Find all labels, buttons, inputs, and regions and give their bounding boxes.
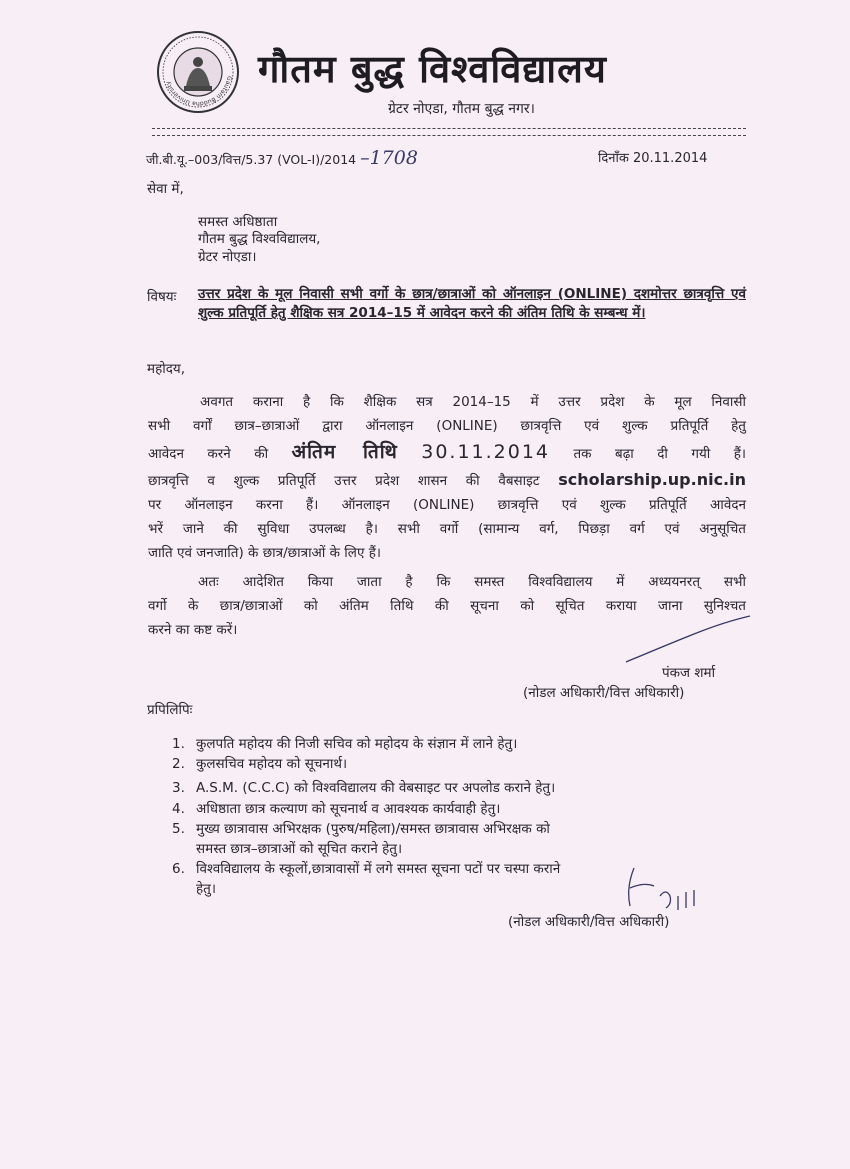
list-item: 4. अधिष्ठाता छात्र कल्याण को सूचनार्थ व आवश्यक कार्यवाही हेतु।	[172, 801, 501, 817]
initials-signature	[620, 866, 708, 914]
university-address: ग्रेटर नोएडा, गौतम बुद्ध नगर।	[388, 101, 535, 117]
header-divider-2	[152, 135, 746, 136]
deadline-trail-text: तक बढ़ा दी गयी हैं।	[573, 446, 747, 462]
addressee-line-1: समस्त अधिष्ठाता	[198, 214, 278, 230]
paragraph-2-line-4: जाति एवं जनजाति) के छात्र/छात्राओं के लिए हैं।	[148, 545, 381, 561]
paragraph-3-line-2: वर्गो के छात्र/छात्राओं को अंतिम तिथि की सूचना को सूचित कराया जाना सुनिश्चत	[148, 598, 746, 614]
deadline-date: 30.11.2014	[421, 441, 551, 463]
paragraph-1	[148, 390, 746, 468]
scholarship-website: scholarship.up.nic.in	[558, 470, 747, 489]
paragraph-2-line-2: पर ऑनलाइन करना हैं। ऑनलाइन (ONLINE) छात्रवृत्ति एवं शुल्क प्रतिपूर्ति आवेदन	[148, 497, 746, 513]
list-item: 5. मुख्य छात्रावास अभिरक्षक (पुरुष/महिला)/समस्त छात्रावास अभिरक्षक को	[172, 821, 550, 837]
paragraph-1-line-2: सभी वर्गों छात्र–छात्राओं द्वारा ऑनलाइन (ONLINE) छात्रवृत्ति एवं शुल्क प्रतिपूर्ति हेतु	[148, 418, 746, 434]
university-seal-logo	[156, 30, 240, 114]
list-item: 2. कुलसचिव महोदय को सूचनार्थ।	[172, 756, 348, 772]
paragraph-1-line-1: अवगत कराना है कि शैक्षिक सत्र 2014–15 में उत्तर प्रदेश के मूल निवासी	[200, 394, 746, 410]
paragraph-2-line-1	[148, 468, 746, 493]
letter-date: दिनाँक 20.11.2014	[598, 151, 708, 166]
salutation: सेवा में,	[147, 181, 184, 197]
university-name: गौतम बुद्ध विश्वविद्यालय	[258, 47, 607, 91]
handwritten-dispatch-number: –1708	[360, 147, 418, 169]
paragraph-3-line-1: अतः आदेशित किया जाता है कि समस्त विश्वविद्यालय में अध्ययनरत् सभी	[198, 574, 746, 590]
website-lead-text: छात्रवृत्ति व शुल्क प्रतिपूर्ति उत्तर प्रदेश शासन की वैबसाइट	[148, 473, 540, 489]
subject-text: उत्तर प्रदेश के मूल निवासी सभी वर्गो के छात्र/छात्राओं को ऑनलाइन (ONLINE) दशमोत्तर छात्रवृत्ति एवं शुल्क प्रतिपूर्ति हेतु शैक्षिक सत्र 2014–15 में आवेदन करने की अंतिम तिथि के सम्बन्ध में।	[198, 286, 746, 321]
list-item: 3. A.S.M. (C.C.C) को विश्वविद्यालय की वेबसाइट पर अपलोड कराने हेतु।	[172, 780, 556, 796]
list-item: 1. कुलपति महोदय की निजी सचिव को महोदय के संज्ञान में लाने हेतु।	[172, 736, 518, 752]
addressee-line-2: गौतम बुद्ध विश्वविद्यालय,	[198, 231, 321, 247]
deadline-label: अंतिम तिथि	[291, 441, 398, 463]
svg-text:Gautam Buddha University: Gautam Buddha University	[164, 75, 233, 108]
deadline-lead-text: आवेदन करने की	[148, 446, 269, 462]
paragraph-2	[148, 468, 746, 565]
greeting: महोदय,	[147, 361, 186, 377]
signature-mark	[624, 614, 752, 664]
subject-label: विषयः	[147, 289, 177, 305]
signatory-designation: (नोडल अधिकारी/वित्त अधिकारी)	[523, 685, 685, 701]
header-divider	[152, 128, 746, 129]
paragraph-3-line-3: करने का कष्ट करें।	[148, 622, 238, 638]
signatory-name: पंकज शर्मा	[662, 665, 716, 681]
list-item-continuation: समस्त छात्र–छात्राओं को सूचित कराने हेतु।	[196, 841, 403, 857]
reference-number	[146, 147, 418, 169]
list-item-continuation: हेतु।	[196, 881, 216, 897]
addressee-line-3: ग्रेटर नोएडा।	[198, 249, 257, 265]
paragraph-2-line-3: भरें जाने की सुविधा उपलब्ध है। सभी वर्गो (सामान्य वर्ग, पिछड़ा वर्ग एवं अनुसूचित	[148, 521, 746, 537]
bottom-designation: (नोडल अधिकारी/वित्त अधिकारी)	[508, 914, 670, 930]
reference-number-text: जी.बी.यू.–003/वित्त/5.37 (VOL-I)/2014	[146, 152, 357, 167]
paragraph-1-line-3	[148, 438, 746, 468]
copy-to-label: प्रपिलिपिः	[147, 702, 193, 718]
list-item: 6. विश्वविद्यालय के स्कूलों,छात्रावासों में लगे समस्त सूचना पटों पर चस्पा कराने	[172, 861, 561, 877]
